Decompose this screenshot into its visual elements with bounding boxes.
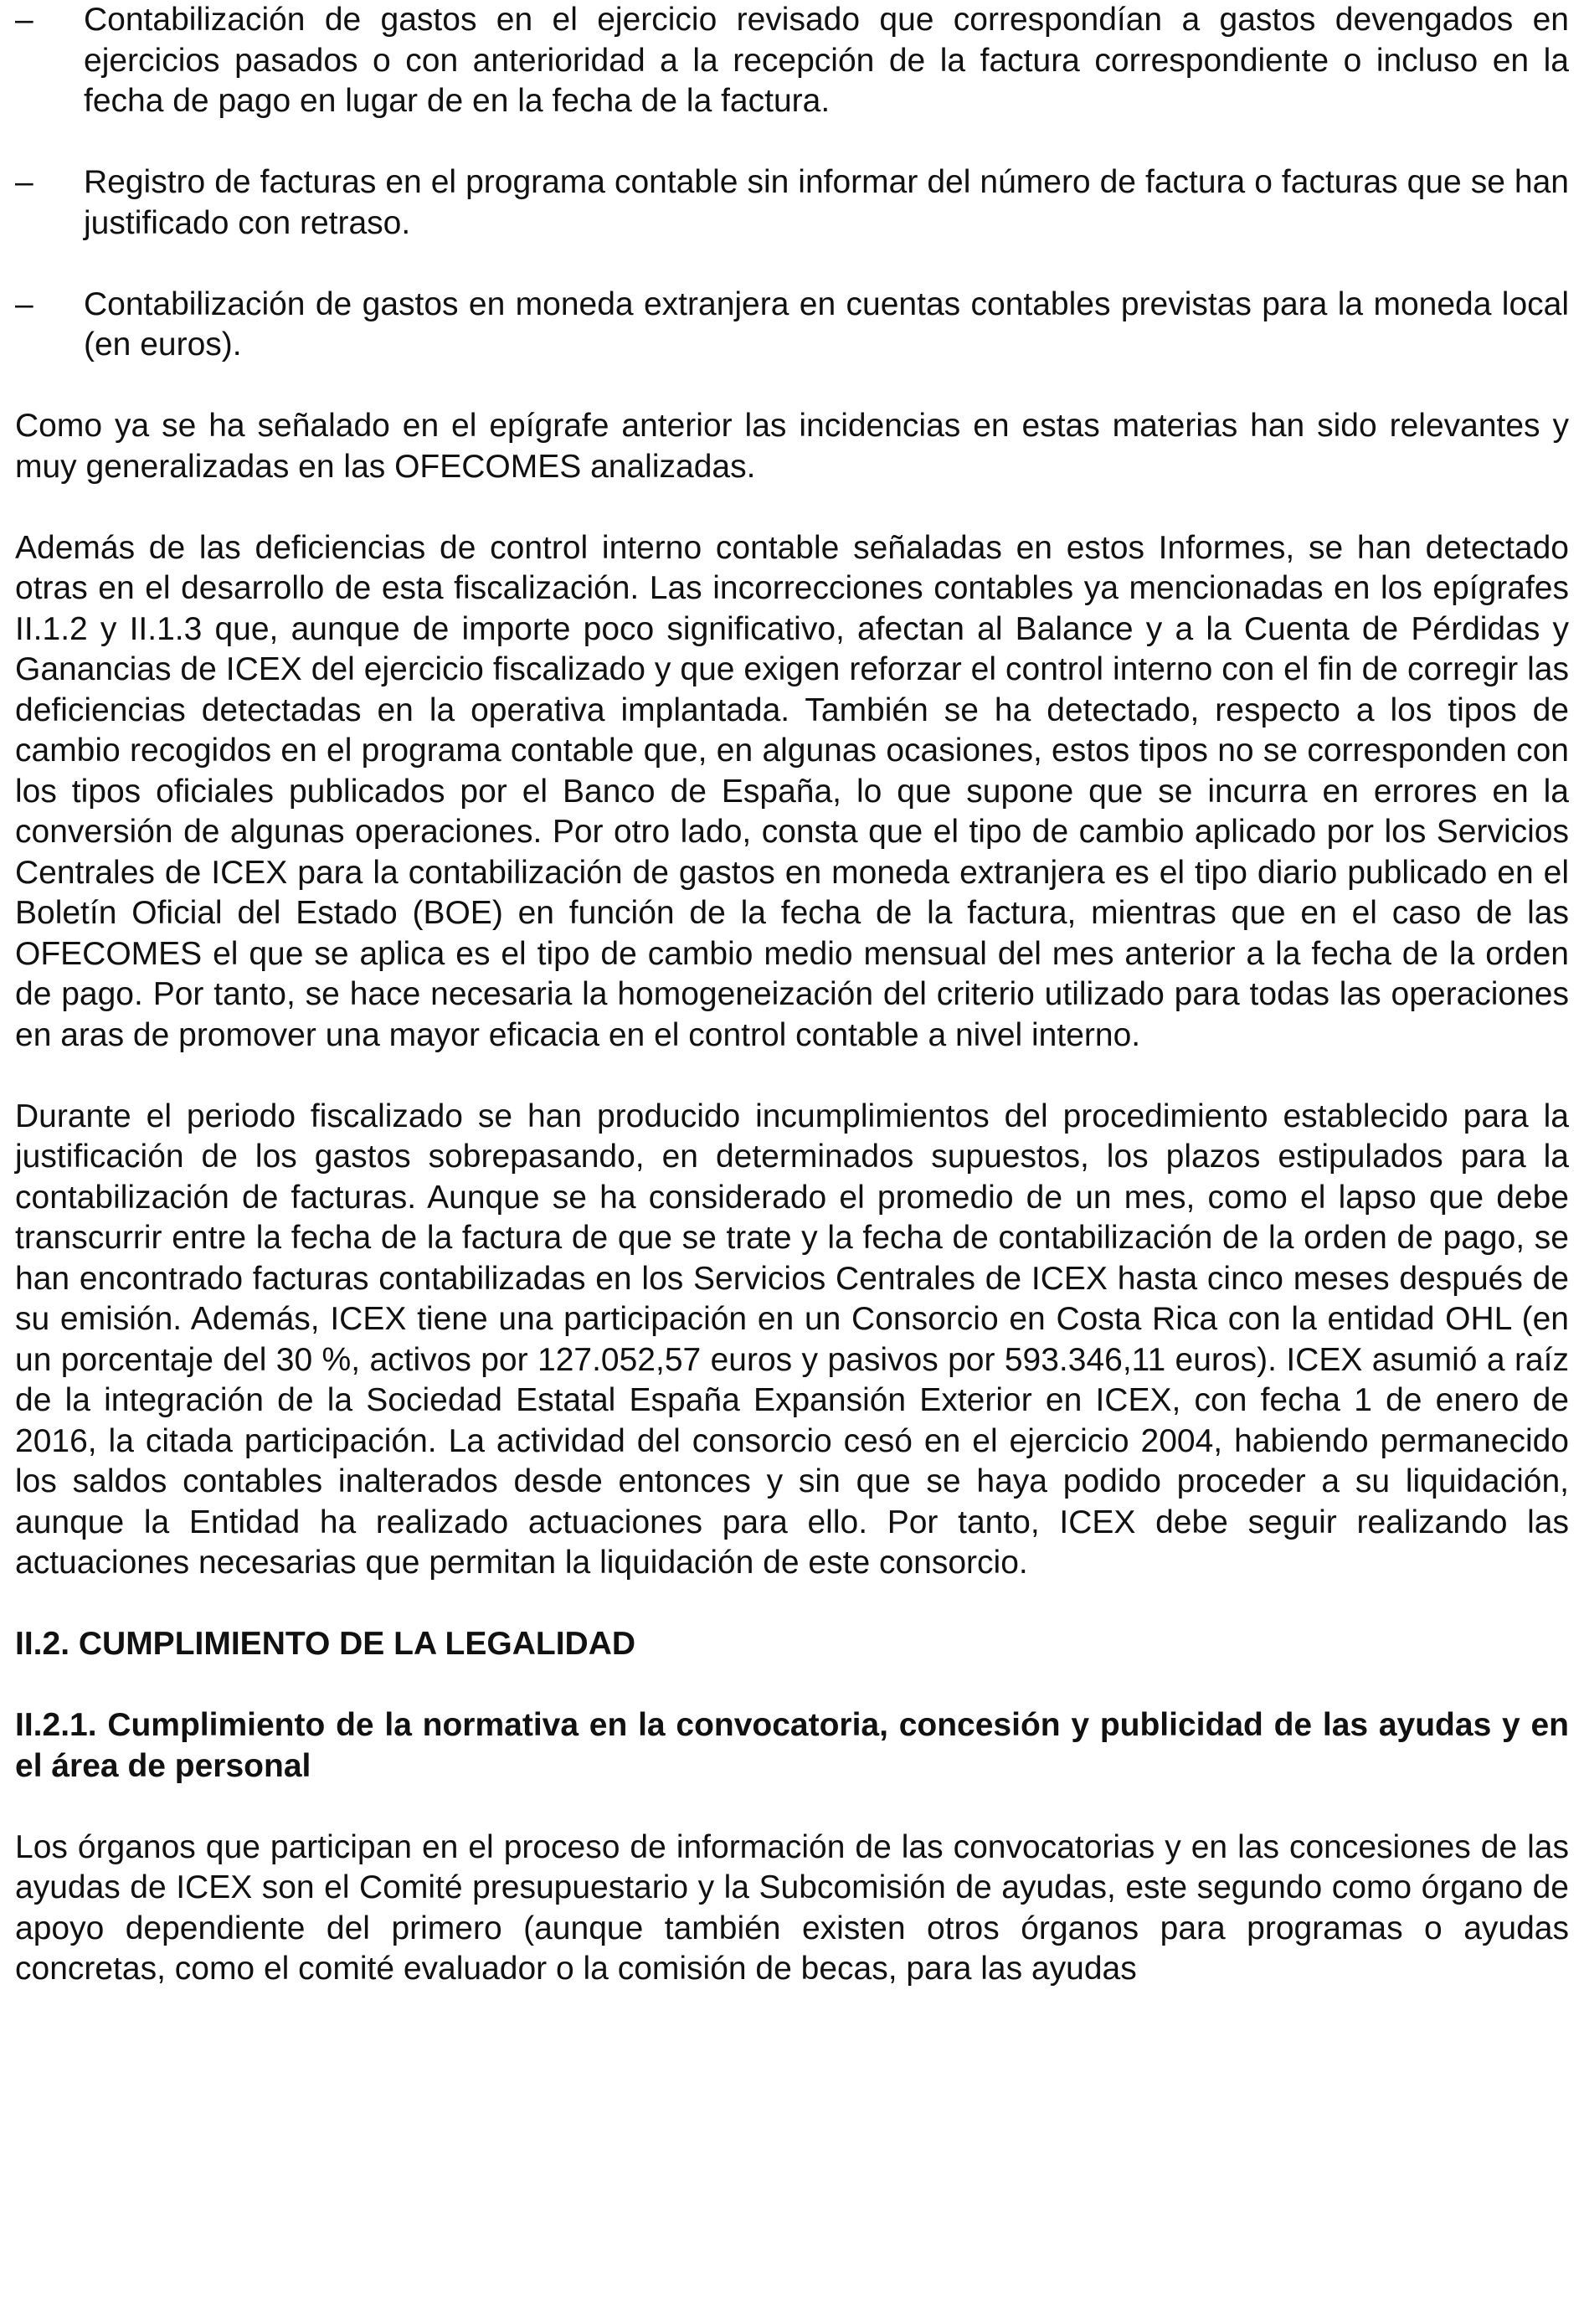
paragraph-organos: Los órganos que participan en el proceso de información de las convocatorias y en las concesiones de las ayudas de ICEX son el Comité presupuestario y la Subcomisión de ayudas, este segundo como órgano de apoyo dependiente del primero (aunque también existen otros órganos para programas o ayudas concretas, como el comité evaluador o la comisión de becas, para las ayudas <box>15 1828 1569 1987</box>
section-heading: II.2. CUMPLIMIENTO DE LA LEGALIDAD <box>15 1626 636 1662</box>
dash-marker: – <box>15 2 33 38</box>
paragraph-incumplimientos: Durante el periodo fiscalizado se han producido incumplimientos del procedimiento establecido para la justificación de los gastos sobrepasando, en determinados supuestos, los plazos estipulados para la contabilización de facturas. Aunque se ha considerado el promedio de un mes, como el lapso que debe transcurrir entre la fecha de la factura de que se trate y la fecha de contabilización de la orden de pago, se han encontrado facturas contabilizadas en los Servicios Centrales de ICEX hasta cinco meses después de su emisión. Además, ICEX tiene una participación en un Consorcio en Costa Rica con la entidad OHL (en un porcentaje del 30 %, activos por 127.052,57 euros y pasivos por 593.346,11 euros). ICEX asumió a raíz de la integración de la Sociedad Estatal España Expansión Exterior en ICEX, con fecha 1 de enero de 2016, la citada participación. La actividad del consorcio cesó en el ejercicio 2004, habiendo permanecido los saldos contables inalterados desde entonces y sin que se haya podido proceder a su liquidación, aunque la Entidad ha realizado actuaciones para ello. Por tanto, ICEX debe seguir realizando las actuaciones necesarias que permitan la liquidación de este consorcio. <box>15 1098 1569 1581</box>
bullet-item <box>15 0 1569 122</box>
dash-marker: – <box>15 164 33 200</box>
bullet-list <box>15 0 1569 366</box>
bullet-text: Registro de facturas en el programa contable sin informar del número de factura o facturas que se han justificado con retraso. <box>84 164 1569 241</box>
bullet-text: Contabilización de gastos en moneda extranjera en cuentas contables previstas para la moneda local (en euros). <box>84 285 1569 362</box>
document-page <box>15 0 1569 1990</box>
bullet-item <box>15 285 1569 366</box>
dash-marker: – <box>15 285 33 322</box>
paragraph-incidencias: Como ya se ha señalado en el epígrafe anterior las incidencias en estas materias han sido relevantes y muy generalizadas en las OFECOMES analizadas. <box>15 408 1569 485</box>
bullet-item <box>15 162 1569 244</box>
subsection-heading: II.2.1. Cumplimiento de la normativa en la convocatoria, concesión y publicidad de las ayudas y en el área de personal <box>15 1707 1569 1784</box>
bullet-text: Contabilización de gastos en el ejercicio revisado que correspondían a gastos devengados en ejercicios pasados o con anterioridad a la recepción de la factura correspondiente o incluso en la fecha de pago en lugar de en la fecha de la factura. <box>84 2 1569 119</box>
paragraph-deficiencias: Además de las deficiencias de control interno contable señaladas en estos Informes, se han detectado otras en el desarrollo de esta fiscalización. Las incorrecciones contables ya mencionadas en los epígrafes II.1.2 y II.1.3 que, aunque de importe poco significativo, afectan al Balance y a la Cuenta de Pérdidas y Ganancias de ICEX del ejercicio fiscalizado y que exigen reforzar el control interno con el fin de corregir las deficiencias detectadas en la operativa implantada. También se ha detectado, respecto a los tipos de cambio recogidos en el programa contable que, en algunas ocasiones, estos tipos no se corresponden con los tipos oficiales publicados por el Banco de España, lo que supone que se incurra en errores en la conversión de algunas operaciones. Por otro lado, consta que el tipo de cambio aplicado por los Servicios Centrales de ICEX para la contabilización de gastos en moneda extranjera es el tipo diario publicado en el Boletín Oficial del Estado (BOE) en función de la fecha de la factura, mientras que en el caso de las OFECOMES el que se aplica es el tipo de cambio medio mensual del mes anterior a la fecha de la orden de pago. Por tanto, se hace necesaria la homogeneización del criterio utilizado para todas las operaciones en aras de promover una mayor eficacia en el control contable a nivel interno. <box>15 529 1569 1053</box>
